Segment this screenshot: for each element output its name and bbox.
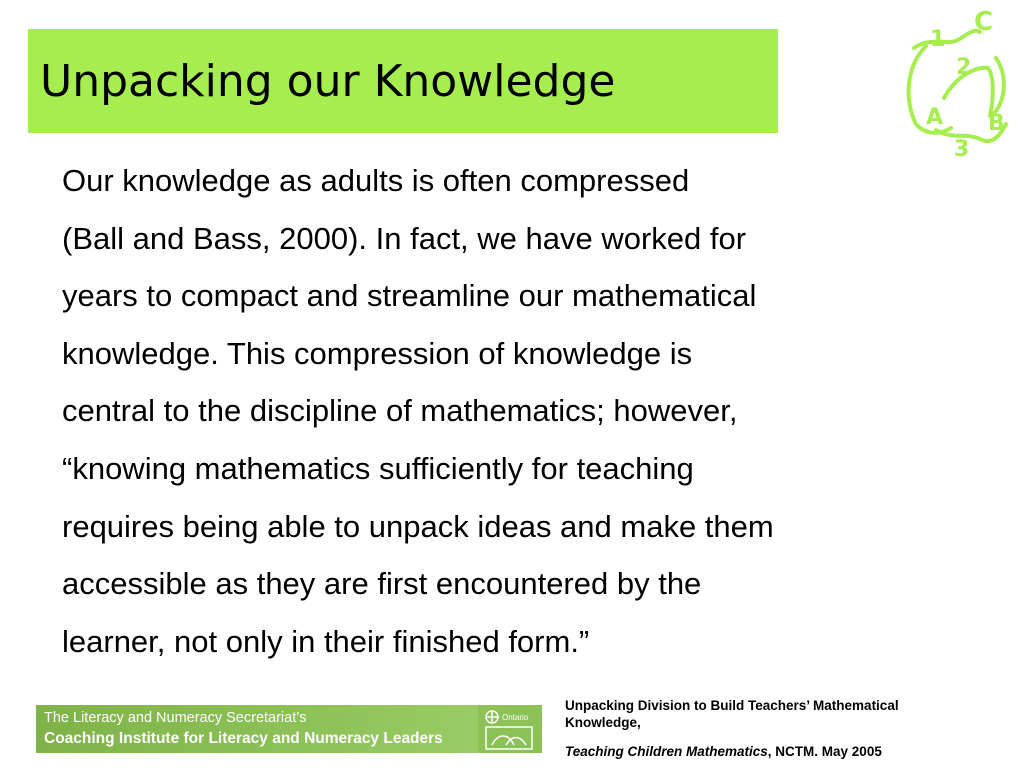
secretariat-banner bbox=[36, 705, 478, 753]
body-line: knowledge. This compression of knowledge is bbox=[62, 335, 693, 371]
body-line: years to compact and streamline our mathematical bbox=[62, 278, 757, 314]
body-line: requires being able to unpack ideas and make them bbox=[62, 508, 774, 544]
logo-label-3: 3 bbox=[954, 137, 970, 160]
body-line: accessible as they are first encountered by the bbox=[62, 566, 702, 602]
banner-line-secretariat: The Literacy and Numeracy Secretariat’s bbox=[44, 710, 307, 726]
body-line: Our knowledge as adults is often compressed bbox=[62, 163, 690, 198]
logo-label-2: 2 bbox=[956, 55, 972, 80]
citation-source bbox=[565, 743, 1005, 760]
logo-label-1: 1 bbox=[930, 27, 946, 52]
citation-rest: , NCTM. May 2005 bbox=[767, 744, 882, 759]
cycle-logo-icon bbox=[896, 6, 1020, 160]
logo-label-a: A bbox=[926, 105, 944, 130]
citation bbox=[565, 697, 1005, 760]
citation-line-2: Knowledge, bbox=[565, 715, 641, 730]
title-banner bbox=[28, 29, 778, 133]
ontario-trillium-icon bbox=[478, 705, 542, 753]
ontario-logo bbox=[478, 705, 542, 753]
citation-line-1: Unpacking Division to Build Teachers’ Mathematical bbox=[565, 698, 899, 713]
ontario-label: Ontario bbox=[502, 713, 529, 722]
banner-line-institute: Coaching Institute for Literacy and Numeracy Leaders bbox=[44, 730, 443, 747]
logo-label-c: C bbox=[974, 7, 994, 37]
body-line: (Ball and Bass, 2000). In fact, we have worked for bbox=[62, 220, 747, 256]
body-line: “knowing mathematics sufficiently for teaching bbox=[62, 450, 694, 486]
citation-journal: Teaching Children Mathematics bbox=[565, 744, 768, 759]
logo-label-b: B bbox=[988, 111, 1005, 136]
body-line: central to the discipline of mathematics; however, bbox=[62, 393, 738, 429]
body-line: learner, not only in their finished form.” bbox=[62, 623, 590, 659]
slide-title: Unpacking our Knowledge bbox=[40, 55, 616, 107]
slide-body bbox=[62, 152, 992, 670]
